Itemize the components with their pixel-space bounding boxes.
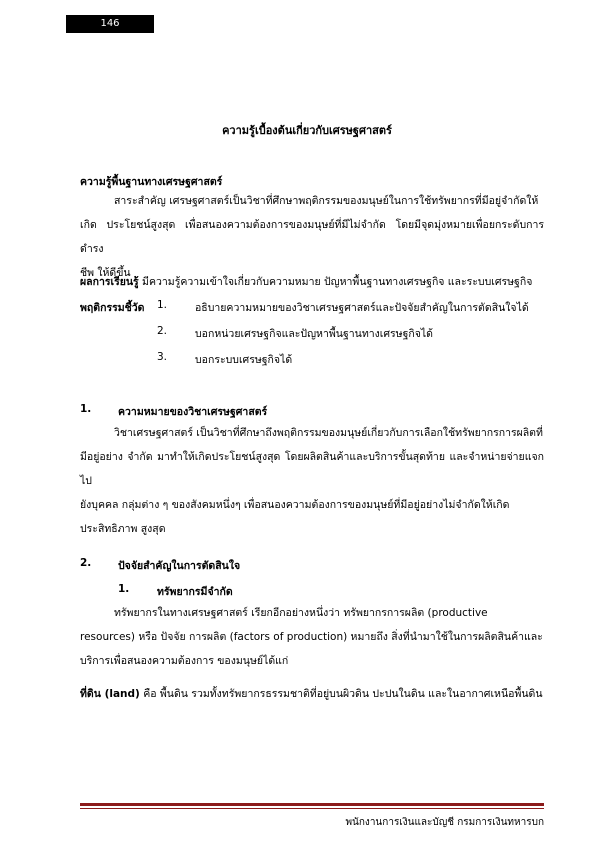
section1-heading: ความหมายของวิชาเศรษฐศาสตร์: [118, 406, 268, 418]
section-basic-heading: ความรู้พื้นฐานทางเศรษฐศาสตร์: [80, 176, 223, 188]
page-number-tab: [66, 15, 154, 33]
section1-line: มีอยู่อย่าง จำกัด มาทำให้เกิดประโยชน์สูงสุด โดยผลิตสินค้าและบริการขั้นสุดท้าย และจำหน่ายจ่ายแจกไป: [80, 451, 544, 487]
outcome-text: มีความรู้ความเข้าใจเกี่ยวกับความหมาย ปัญหาพื้นฐานทางเศรษฐกิจ และระบบเศรษฐกิจ: [142, 276, 533, 288]
section1-number: 1.: [80, 403, 92, 415]
land-label: ที่ดิน (land): [80, 688, 140, 700]
subsection-heading: ทรัพยากรมีจำกัด: [157, 586, 233, 598]
section2-number: 2.: [80, 557, 92, 569]
section2-line: ทรัพยากรในทางเศรษฐศาสตร์ เรียกอีกอย่างหนึ่งว่า ทรัพยากรการผลิต (productive: [114, 607, 488, 619]
footer-rule: [80, 803, 544, 806]
essence-label: สาระสำคัญ: [114, 195, 166, 207]
section2-line: บริการเพื่อสนองความต้องการ ของมนุษย์ได้แก่: [80, 655, 289, 667]
indicator-text: บอกระบบเศรษฐกิจได้: [195, 354, 293, 366]
section2-line: resources) หรือ ปัจจัย การผลิต (factors of production) หมายถึง สิ่งที่นำมาใช้ในการผลิตสินค้าและ: [80, 631, 543, 643]
essence-line: เศรษฐศาสตร์เป็นวิชาที่ศึกษาพฤติกรรมของมนุษย์ในการใช้ทรัพยากรที่มีอยู่จำกัดให้: [169, 195, 539, 207]
footer-text: พนักงานการเงินและบัญชี กรมการเงินทหารบก: [345, 817, 544, 828]
section2-paragraph: [80, 601, 544, 673]
indicator-number: 3.: [157, 351, 168, 363]
indicator-text: บอกหน่วยเศรษฐกิจและปัญหาพื้นฐานทางเศรษฐกิจได้: [195, 328, 433, 340]
learning-outcome: [80, 273, 532, 290]
indicator-number: 1.: [157, 299, 168, 311]
document-title: ความรู้เบื้องต้นเกี่ยวกับเศรษฐศาสตร์: [222, 124, 392, 137]
outcome-label: ผลการเรียนรู้: [80, 276, 139, 288]
section2-heading: ปัจจัยสำคัญในการตัดสินใจ: [118, 560, 241, 572]
essence-line: ชีพ ให้ดีขึ้น: [80, 267, 131, 279]
land-definition: [80, 685, 543, 702]
indicator-text: อธิบายความหมายของวิชาเศรษฐศาสตร์และปัจจัยสำคัญในการตัดสินใจได้: [195, 302, 529, 314]
essence-paragraph: [80, 189, 544, 285]
essence-line: เกิด ประโยชน์สูงสุด เพื่อสนองความต้องการของมนุษย์ที่มีไม่จำกัด โดยมีจุดมุ่งหมายเพื่อยกระดับการดำรง: [80, 219, 544, 255]
section1-line: ยังบุคคล กลุ่มต่าง ๆ ของสังคมหนึ่งๆ เพื่อสนองความต้องการของมนุษย์ที่มีอยู่อย่างไม่จำกัดให้เกิด: [80, 499, 510, 511]
section1-paragraph: [80, 421, 544, 541]
page-number: 146: [100, 18, 120, 29]
section1-line: วิชาเศรษฐศาสตร์ เป็นวิชาที่ศึกษาถึงพฤติกรรมของมนุษย์เกี่ยวกับการเลือกใช้ทรัพยากรการผลิตที่: [114, 427, 543, 439]
section1-line: ประสิทธิภาพ สูงสุด: [80, 523, 166, 535]
land-text: คือ พื้นดิน รวมทั้งทรัพยากรธรรมชาติที่อยู่บนผิวดิน ปะปนในดิน และในอากาศเหนือพื้นดิน: [143, 688, 543, 700]
indicator-label: พฤติกรรมชี้วัด: [80, 302, 145, 314]
footer-rule-thin: [80, 808, 544, 809]
subsection-number: 1.: [118, 583, 130, 595]
indicator-number: 2.: [157, 325, 168, 337]
